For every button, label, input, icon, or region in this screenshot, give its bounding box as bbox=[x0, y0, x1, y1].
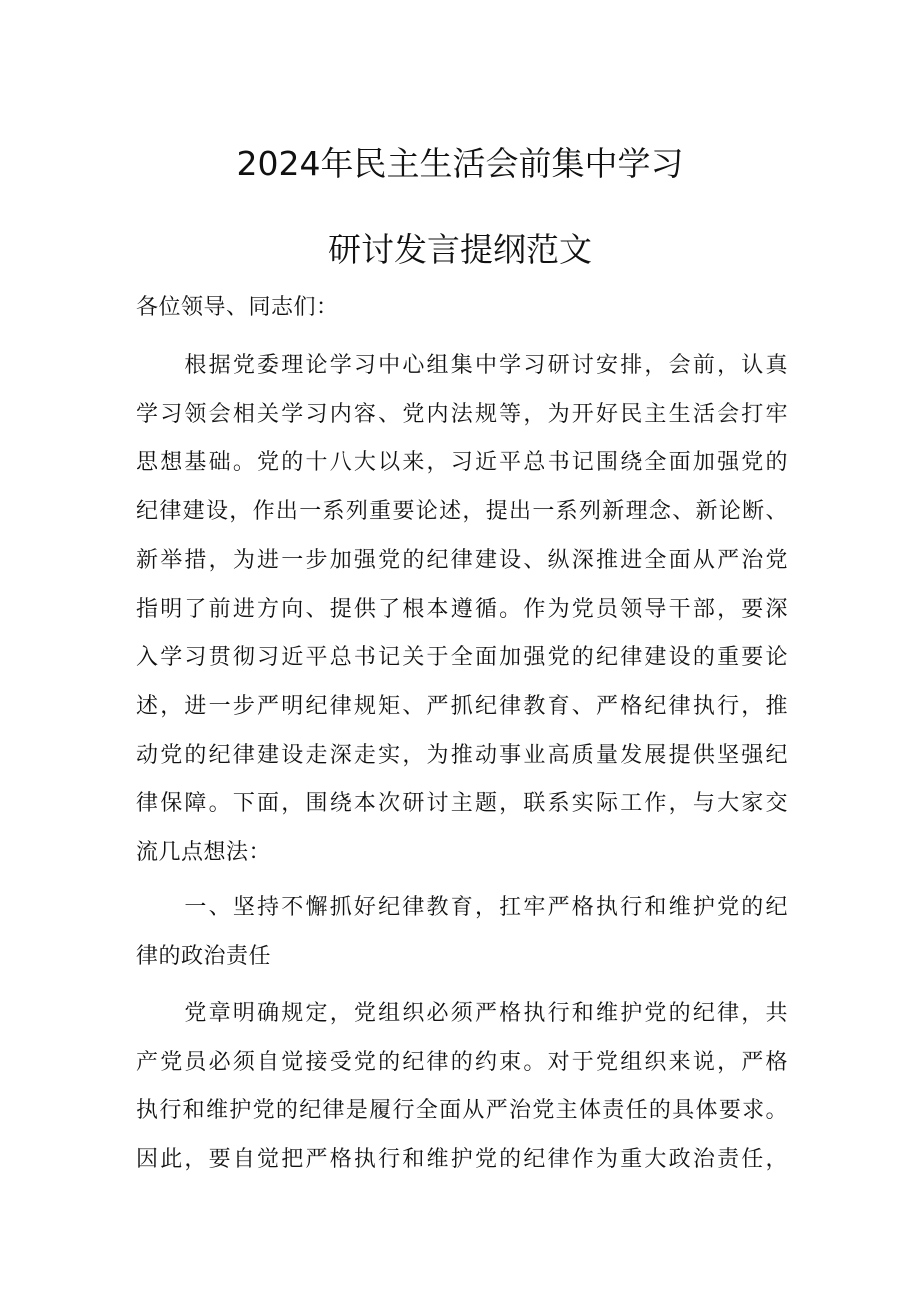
paragraph-line: 动党的纪律建设走深走实，为推动事业高质量发展提供坚强纪 bbox=[136, 742, 788, 768]
paragraph-line: 学习领会相关学习内容、党内法规等，为开好民主生活会打牢 bbox=[136, 401, 788, 427]
section-heading-1 bbox=[136, 884, 788, 981]
document-title-line-2: 研讨发言提纲范文 bbox=[328, 230, 592, 269]
paragraph-line: 党章明确规定，党组织必须严格执行和维护党的纪律，共 bbox=[136, 1001, 788, 1026]
document-title-line-1: 2024年民主生活会前集中学习 bbox=[236, 144, 684, 183]
paragraph-line: 流几点想法： bbox=[136, 840, 272, 866]
paragraph-line: 执行和维护党的纪律是履行全面从严治党主体责任的具体要求。 bbox=[136, 1098, 788, 1124]
heading-line: 律的政治责任 bbox=[136, 943, 272, 969]
heading-line: 一、坚持不懈抓好纪律教育，扛牢严格执行和维护党的纪 bbox=[136, 895, 788, 920]
paragraph-line: 思想基础。党的十八大以来，习近平总书记围绕全面加强党的 bbox=[136, 450, 788, 476]
paragraph-line: 纪律建设，作出一系列重要论述，提出一系列新理念、新论断、 bbox=[136, 499, 788, 525]
paragraph-line: 述，进一步严明纪律规矩、严抓纪律教育、严格纪律执行，推 bbox=[136, 693, 788, 719]
paragraph-line: 因此，要自觉把严格执行和维护党的纪律作为重大政治责任， bbox=[136, 1147, 788, 1173]
paragraph-line: 根据党委理论学习中心组集中学习研讨安排，会前，认真 bbox=[136, 353, 788, 378]
paragraph-line: 入学习贯彻习近平总书记关于全面加强党的纪律建设的重要论 bbox=[136, 645, 788, 671]
paragraph-1 bbox=[136, 342, 788, 878]
paragraph-2 bbox=[136, 990, 788, 1185]
greeting bbox=[136, 284, 788, 333]
paragraph-line: 新举措，为进一步加强党的纪律建设、纵深推进全面从严治党 bbox=[136, 547, 788, 573]
paragraph-line: 产党员必须自觉接受党的纪律的约束。对于党组织来说，严格 bbox=[136, 1049, 788, 1075]
paragraph-line: 指明了前进方向、提供了根本遵循。作为党员领导干部，要深 bbox=[136, 596, 788, 622]
greeting-text: 各位领导、同志们： bbox=[136, 295, 339, 320]
paragraph-line: 律保障。下面，围绕本次研讨主题，联系实际工作，与大家交 bbox=[136, 791, 788, 817]
